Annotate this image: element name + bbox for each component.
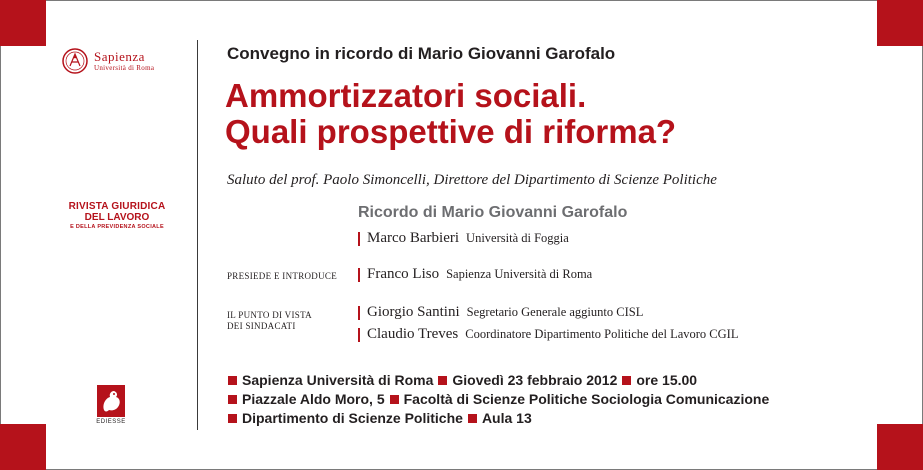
- welcome-note: Saluto del prof. Paolo Simoncelli, Direttore del Dipartimento di Scienze Politiche: [227, 172, 717, 188]
- event-faculty: Facoltà di Scienze Politiche Sociologia Comunicazione: [403, 391, 770, 407]
- conference-title: [225, 78, 676, 150]
- speaker-name: Giorgio Santini: [367, 304, 460, 320]
- corner-square-top-right: [877, 0, 923, 46]
- bullet-square-icon: [468, 414, 477, 423]
- speaker-row: [358, 304, 643, 321]
- event-address: Piazzale Aldo Moro, 5: [242, 391, 385, 407]
- title-line-1: Ammortizzatori sociali.: [225, 77, 587, 114]
- title-line-2: Quali prospettive di riforma?: [225, 113, 677, 150]
- speaker-name: Claudio Treves: [367, 326, 459, 342]
- speaker-affiliation: Sapienza Università di Roma: [446, 267, 593, 281]
- speaker-bar: [358, 306, 360, 320]
- bullet-square-icon: [228, 395, 237, 404]
- event-info-line-2: [228, 391, 774, 407]
- bullet-square-icon: [622, 376, 631, 385]
- column-divider: [197, 40, 198, 430]
- event-date: Giovedì 23 febbraio 2012: [452, 372, 618, 388]
- corner-square-top-left: [0, 0, 46, 46]
- corner-square-bottom-right: [877, 424, 923, 470]
- rivista-logo: [62, 201, 172, 231]
- sapienza-seal-icon: [62, 46, 88, 76]
- event-info-line-3: [228, 410, 537, 426]
- rivista-line3: E DELLA PREVIDENZA SOCIALE: [70, 224, 164, 230]
- speaker-name: Franco Liso: [367, 266, 440, 282]
- speaker-affiliation: Segretario Generale aggiunto CISL: [466, 305, 644, 319]
- sindacati-label: [227, 310, 312, 332]
- bullet-square-icon: [228, 414, 237, 423]
- bullet-square-icon: [228, 376, 237, 385]
- ricordo-heading: Ricordo di Mario Giovanni Garofalo: [358, 204, 628, 221]
- ediesse-name: EDIESSE: [96, 419, 126, 425]
- event-department: Dipartimento di Scienze Politiche: [242, 410, 463, 426]
- sindacati-label-line1: IL PUNTO DI VISTA: [227, 310, 312, 320]
- presiede-label: PRESIEDE E INTRODUCE: [227, 271, 337, 281]
- event-room: Aula 13: [481, 410, 532, 426]
- speaker-bar: [358, 268, 360, 282]
- event-time: ore 15.00: [636, 372, 698, 388]
- sapienza-logo: [62, 46, 154, 76]
- speaker-affiliation: Università di Foggia: [466, 231, 569, 245]
- corner-square-bottom-left: [0, 424, 46, 470]
- bullet-square-icon: [438, 376, 447, 385]
- speaker-bar: [358, 328, 360, 342]
- bullet-square-icon: [390, 395, 399, 404]
- rivista-line2: DEL LAVORO: [84, 212, 150, 223]
- sapienza-subtitle: Università di Roma: [94, 63, 155, 72]
- ediesse-logo: [96, 384, 126, 425]
- event-info-line-1: [228, 372, 702, 388]
- speaker-row: [358, 266, 592, 283]
- ediesse-logo-icon: [96, 384, 126, 418]
- speaker-bar: [358, 232, 360, 246]
- speaker-row: [358, 326, 738, 343]
- conference-subtitle: Convegno in ricordo di Mario Giovanni Garofalo: [227, 44, 616, 63]
- speaker-affiliation: Coordinatore Dipartimento Politiche del Lavoro CGIL: [465, 327, 739, 341]
- sindacati-label-line2: DEI SINDACATI: [227, 321, 296, 331]
- speaker-row: [358, 230, 569, 247]
- speaker-name: Marco Barbieri: [367, 230, 460, 246]
- sapienza-name: Sapienza: [94, 48, 145, 64]
- rivista-line1: RIVISTA GIURIDICA: [68, 201, 166, 212]
- event-venue: Sapienza Università di Roma: [242, 372, 434, 388]
